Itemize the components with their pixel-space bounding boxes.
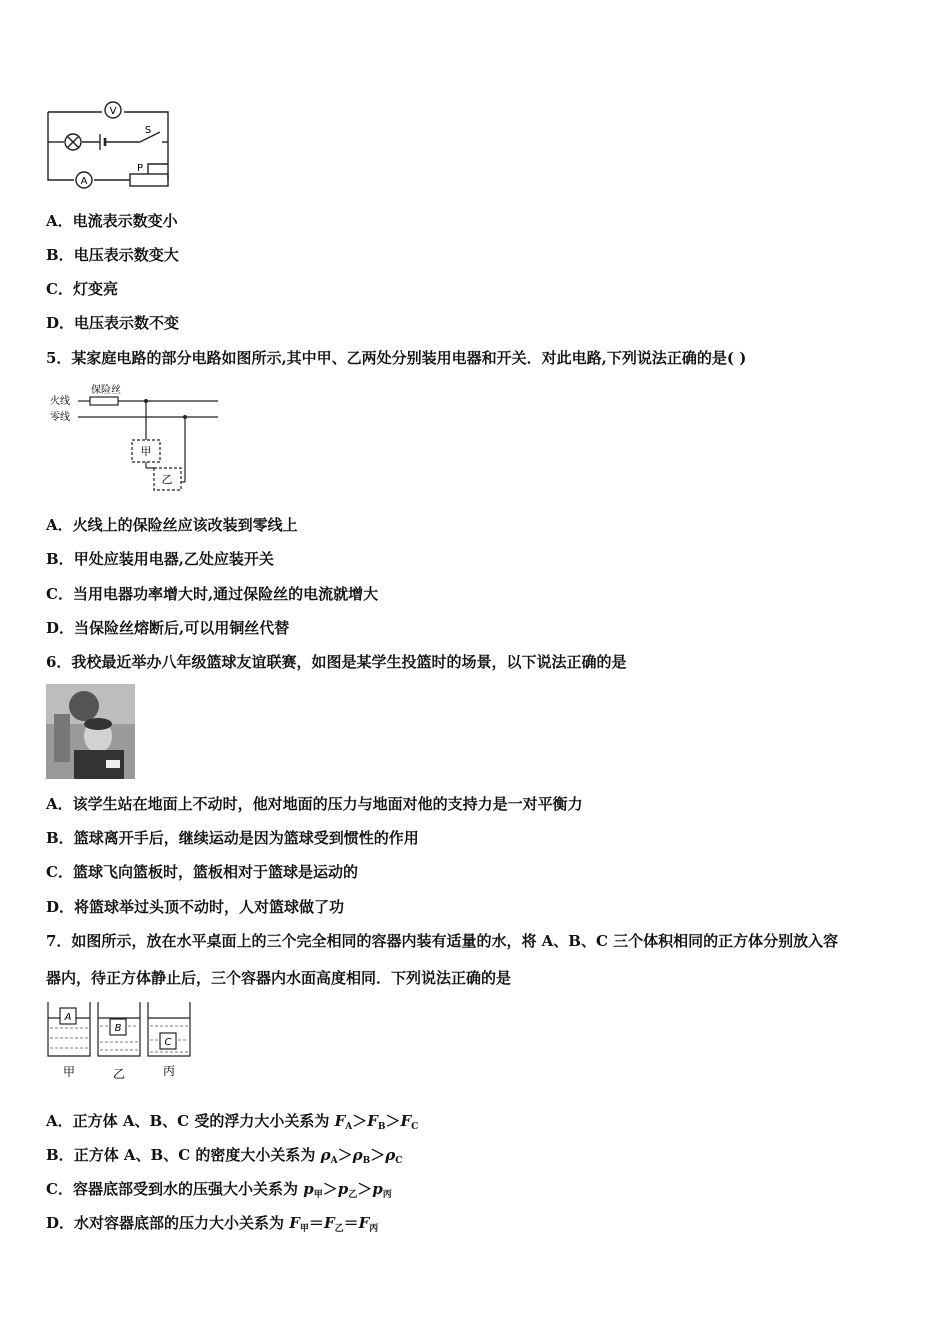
- q6-option-c: C．篮球飞向篮板时，篮板相对于篮球是运动的: [46, 863, 358, 881]
- yi-label: 乙: [161, 473, 173, 486]
- q5-option-b: B．甲处应装用电器,乙处应装开关: [46, 550, 274, 568]
- cube-a-label: A: [64, 1012, 72, 1023]
- q7-option-c: C．容器底部受到水的压强大小关系为 $p_甲>p_乙>p_丙$: [46, 1180, 392, 1200]
- live-wire-label: 火线: [50, 396, 70, 407]
- q4-option-b: B．电压表示数变大: [46, 246, 179, 264]
- container-bing-label: 丙: [162, 1064, 176, 1078]
- q7-option-b: B．正方体 A、B、C 的密度大小关系为 $\rho_A>\rho_B>\rho_C$: [46, 1146, 403, 1166]
- slider-label: P: [136, 163, 144, 174]
- switch-label: S: [144, 125, 152, 136]
- q6-option-d: D．将篮球举过头顶不动时，人对篮球做了功: [46, 898, 345, 916]
- q5-option-d: D．当保险丝熔断后,可以用铜丝代替: [46, 619, 290, 637]
- q4-option-a: A．电流表示数变小: [46, 212, 178, 230]
- q7-option-d: D．水对容器底部的压力大小关系为 $F_甲=F_乙=F_丙$: [46, 1214, 379, 1234]
- fuse-label: 保险丝: [91, 385, 121, 396]
- cube-c-label: C: [164, 1037, 172, 1048]
- q5-circuit-figure: [50, 380, 222, 496]
- container-jia-label: 甲: [62, 1065, 76, 1079]
- q7-containers-figure: [46, 1000, 196, 1084]
- q6-option-b: B．篮球离开手后，继续运动是因为篮球受到惯性的作用: [46, 829, 419, 847]
- q4-circuit-figure: [44, 98, 174, 190]
- q5-option-a: A．火线上的保险丝应该改装到零线上: [46, 516, 298, 534]
- q7-stem-line2: 器内，待正方体静止后，三个容器内水面高度相同．下列说法正确的是: [46, 969, 512, 987]
- q7-option-a: A．正方体 A、B、C 受的浮力大小关系为 $F_A>F_B>F_C$: [46, 1112, 419, 1132]
- cube-b-label: B: [114, 1023, 122, 1034]
- q5-stem: 5．某家庭电路的部分电路如图所示,其中甲、乙两处分别装用电器和开关．对此电路,下列说法正确的是( ): [46, 349, 747, 367]
- q4-option-d: D．电压表示数不变: [46, 314, 180, 332]
- container-yi-label: 乙: [112, 1067, 126, 1081]
- neutral-wire-label: 零线: [50, 412, 70, 423]
- q7-stem-line1: 7．如图所示，放在水平桌面上的三个完全相同的容器内装有适量的水，将 A、B、C 三个体积相同的正方体分别放入容: [46, 932, 839, 950]
- junction-dot: [183, 415, 187, 419]
- voltmeter-label: V: [109, 106, 117, 117]
- q6-basketball-photo: [46, 684, 135, 779]
- junction-dot: [144, 399, 148, 403]
- q5-option-c: C．当用电器功率增大时,通过保险丝的电流就增大: [46, 585, 379, 603]
- q6-stem: 6．我校最近举办八年级篮球友谊联赛，如图是某学生投篮时的场景，以下说法正确的是: [46, 653, 627, 671]
- q6-option-a: A．该学生站在地面上不动时，他对地面的压力与地面对他的支持力是一对平衡力: [46, 795, 583, 813]
- jia-label: 甲: [140, 445, 152, 458]
- ammeter-label: A: [80, 176, 88, 187]
- q4-option-c: C．灯变亮: [46, 280, 118, 298]
